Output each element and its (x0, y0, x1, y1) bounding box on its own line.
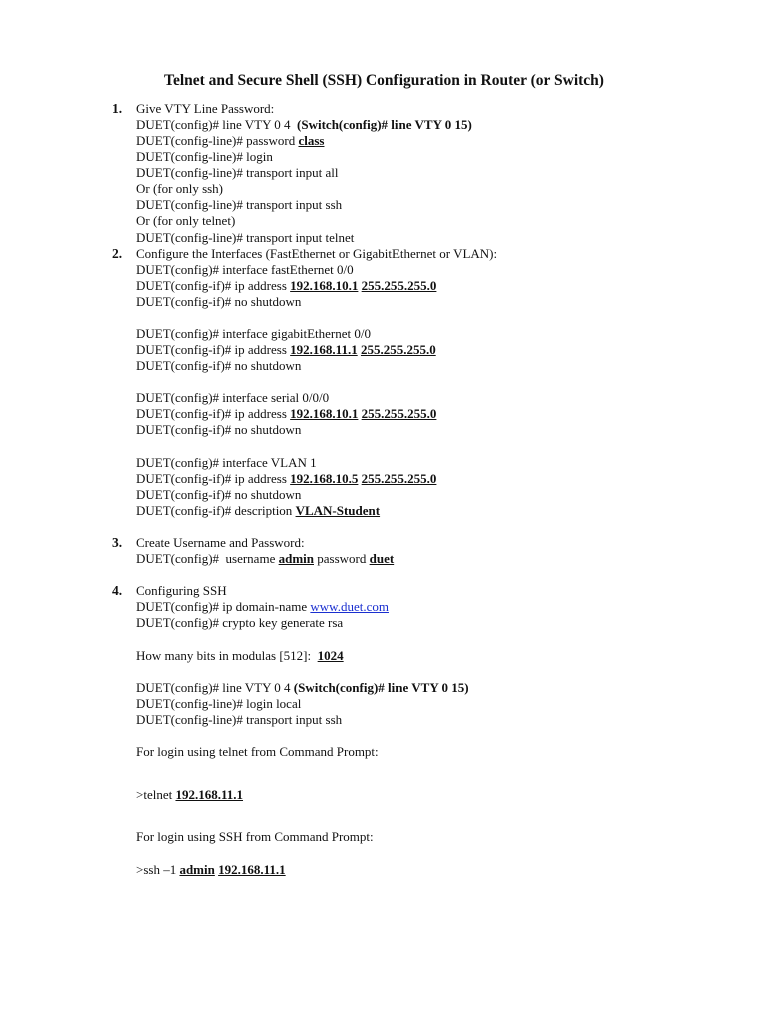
s2-serial-interface: DUET(config)# interface serial 0/0/0 (136, 390, 330, 405)
s4-ssh-heading: For login using SSH from Command Prompt: (136, 829, 374, 844)
section-2-number: 2. (112, 246, 123, 261)
s4-modulus (136, 648, 344, 664)
s2-vlan-description-cmd: DUET(config-if)# description (136, 503, 296, 518)
s2-serial-ip (136, 406, 436, 422)
s2-serial-ip-cmd: DUET(config-if)# ip address (136, 406, 291, 421)
s2-ge-mask-value: 255.255.255.0 (360, 342, 436, 357)
s4-modulus-prompt: How many bits in modulas [512]: (136, 648, 318, 663)
s4-modulus-value: 1024 (317, 648, 344, 663)
s4-domain-name (136, 599, 389, 615)
s4-line-vty-cmd: DUET(config)# line VTY 0 4 (136, 680, 291, 695)
s2-line-1: Configure the Interfaces (FastEthernet or GigabitEthernet or VLAN): (136, 246, 498, 261)
s1-line-9: DUET(config-line)# transport input telnet (136, 230, 355, 245)
page-title: Telnet and Secure Shell (SSH) Configuration in Router (or Switch) (164, 72, 604, 89)
s2-ge-ip-value: 192.168.11.1 (290, 342, 358, 357)
s1-line-1: Give VTY Line Password: (136, 101, 275, 116)
s1-password-value: class (298, 133, 325, 148)
s2-serial-mask-value: 255.255.255.0 (361, 406, 437, 421)
s3-line-1: Create Username and Password: (136, 535, 305, 550)
s1-line-4: DUET(config-line)# login (136, 149, 273, 164)
s4-telnet-cmd (136, 787, 243, 803)
s2-fe-mask-value: 255.255.255.0 (361, 278, 437, 293)
s1-line-3-cmd: DUET(config-line)# password (136, 133, 299, 148)
s4-crypto: DUET(config)# crypto key generate rsa (136, 615, 344, 630)
s4-line-1: Configuring SSH (136, 583, 227, 598)
section-1-number: 1. (112, 101, 123, 116)
s3-password-cmd: password (314, 551, 370, 566)
s2-ge-ip (136, 342, 436, 358)
s4-domain-cmd: DUET(config)# ip domain-name (136, 599, 311, 614)
s2-fe-ip-value: 192.168.10.1 (290, 278, 359, 293)
s2-vlan-interface: DUET(config)# interface VLAN 1 (136, 455, 317, 470)
s2-fe-ip-cmd: DUET(config-if)# ip address (136, 278, 291, 293)
s4-ssh-cmd (136, 862, 286, 878)
s2-vlan-noshut: DUET(config-if)# no shutdown (136, 487, 302, 502)
s3-username-value: admin (278, 551, 314, 566)
s2-vlan-mask-value: 255.255.255.0 (361, 471, 437, 486)
s3-username-cmd: DUET(config)# username (136, 551, 279, 566)
section-4-number: 4. (112, 583, 123, 598)
s2-fe-ip (136, 278, 436, 294)
s4-telnet-prefix: >telnet (136, 787, 176, 802)
s4-ssh-prefix: >ssh –1 (136, 862, 180, 877)
s3-line-2 (136, 551, 394, 567)
s1-line-3 (136, 133, 324, 149)
s2-serial-ip-value: 192.168.10.1 (290, 406, 359, 421)
s2-ge-interface: DUET(config)# interface gigabitEthernet 0/0 (136, 326, 371, 341)
s2-vlan-description-value: VLAN-Student (295, 503, 381, 518)
s1-line-2-cmd: DUET(config)# line VTY 0 4 (136, 117, 291, 132)
s1-line-7: DUET(config-line)# transport input ssh (136, 197, 343, 212)
s1-line-2 (136, 117, 472, 133)
s4-line-vty (136, 680, 469, 696)
s2-fe-noshut: DUET(config-if)# no shutdown (136, 294, 302, 309)
s4-ssh-ip: 192.168.11.1 (218, 862, 286, 877)
s2-vlan-ip-cmd: DUET(config-if)# ip address (136, 471, 291, 486)
s4-telnet-heading: For login using telnet from Command Prompt: (136, 744, 379, 759)
s2-vlan-description (136, 503, 380, 519)
s2-fe-interface: DUET(config)# interface fastEthernet 0/0 (136, 262, 354, 277)
s1-line-2-switch-note: (Switch(config)# line VTY 0 15) (297, 117, 472, 132)
s2-ge-noshut: DUET(config-if)# no shutdown (136, 358, 302, 373)
s3-password-value: duet (369, 551, 395, 566)
s4-ssh-user: admin (179, 862, 215, 877)
s2-vlan-ip (136, 471, 436, 487)
s2-serial-noshut: DUET(config-if)# no shutdown (136, 422, 302, 437)
s2-vlan-ip-value: 192.168.10.5 (290, 471, 359, 486)
s2-ge-ip-cmd: DUET(config-if)# ip address (136, 342, 291, 357)
s4-line-vty-switch-note: (Switch(config)# line VTY 0 15) (293, 680, 469, 695)
s4-telnet-ip: 192.168.11.1 (175, 787, 244, 802)
s1-line-6: Or (for only ssh) (136, 181, 224, 196)
s1-line-8: Or (for only telnet) (136, 213, 236, 228)
s1-line-5: DUET(config-line)# transport input all (136, 165, 339, 180)
domain-link[interactable]: www.duet.com (310, 599, 389, 614)
s4-transport-ssh: DUET(config-line)# transport input ssh (136, 712, 343, 727)
s4-login-local: DUET(config-line)# login local (136, 696, 302, 711)
section-3-number: 3. (112, 535, 123, 550)
